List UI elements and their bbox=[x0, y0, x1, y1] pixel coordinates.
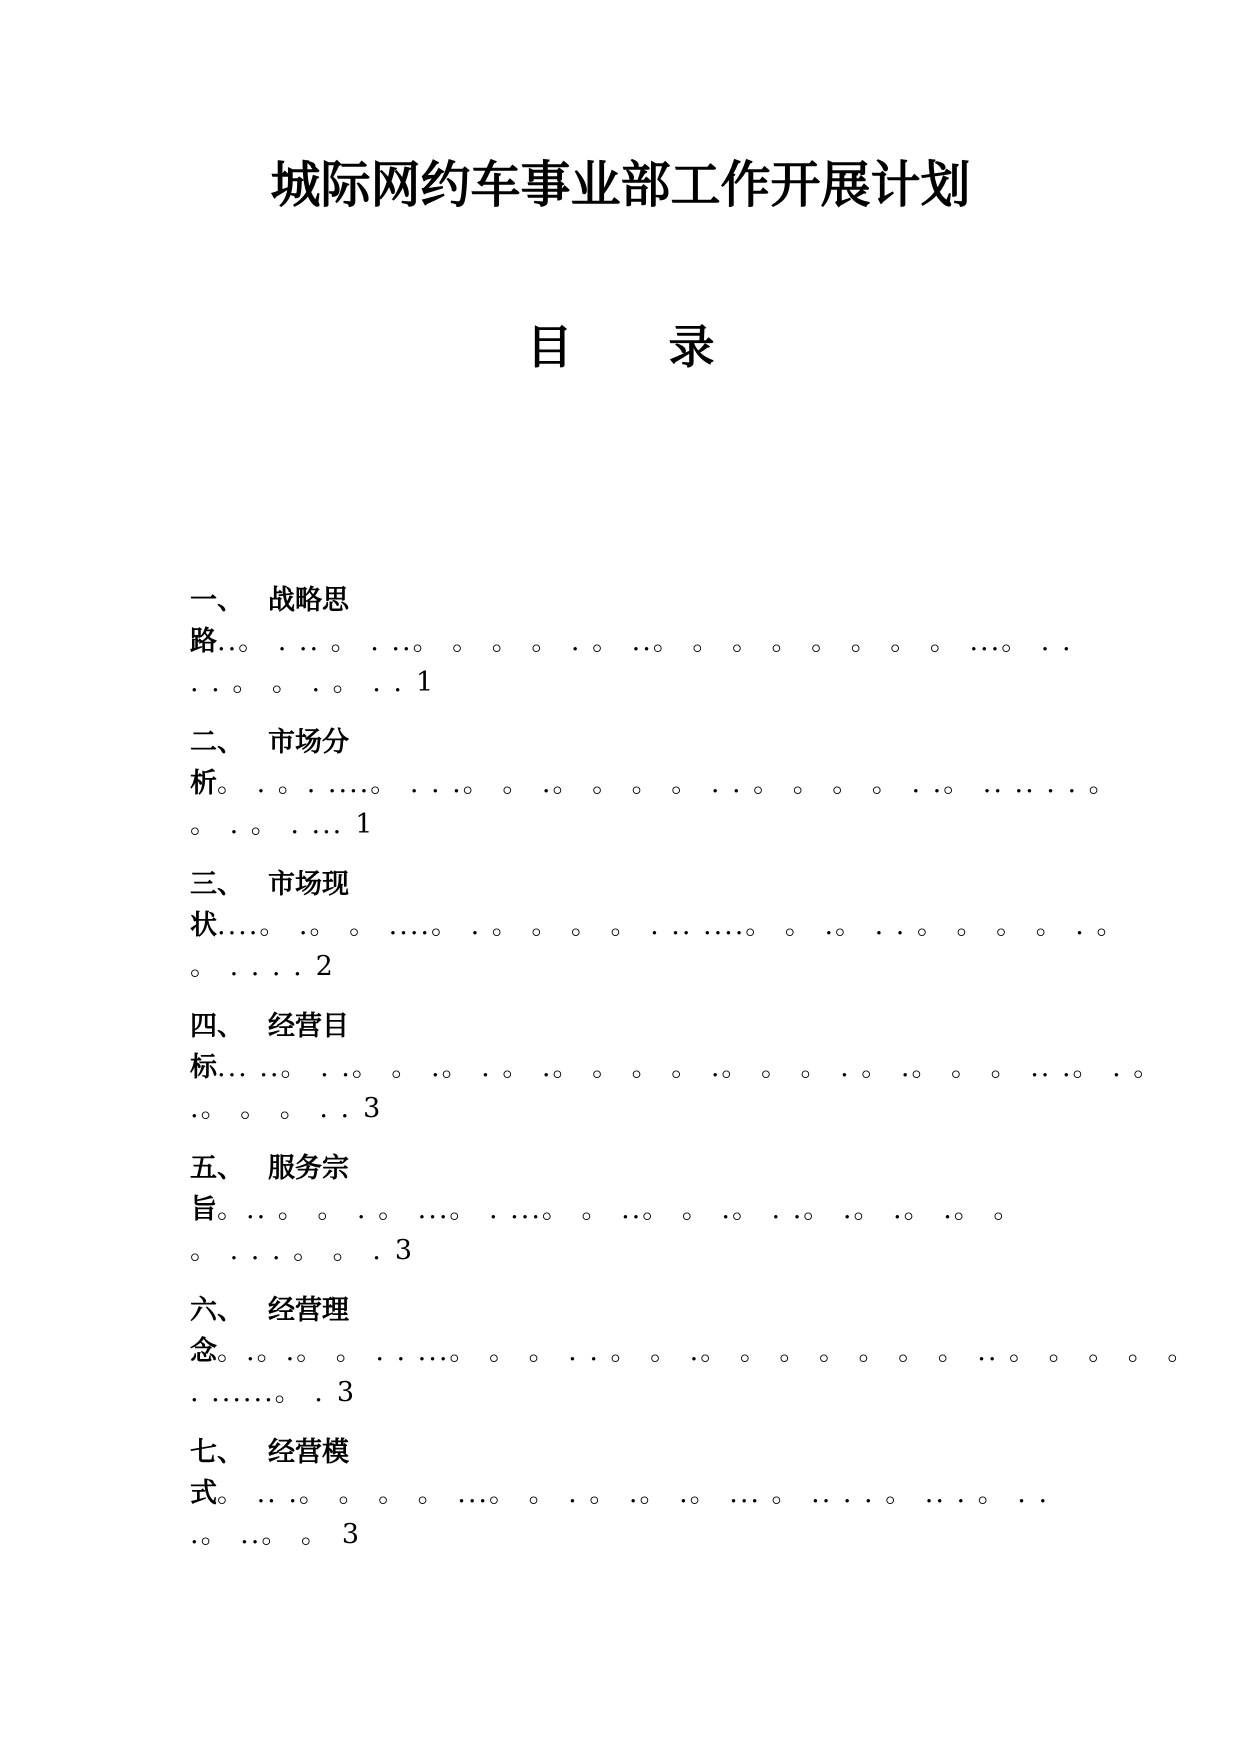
toc-page-number: 3 bbox=[394, 1235, 413, 1266]
toc-entry-number: 一、 bbox=[190, 585, 244, 616]
toc-entry-title: 市场现 bbox=[268, 869, 349, 900]
toc-dot-leader: 。.。.。 。 . . ...。 。 。 . . 。 。 .。 。 。 。 。 。 。 .. 。 。 。 。 。 bbox=[217, 1336, 1197, 1367]
document-title: 城际网约车事业部工作开展计划 bbox=[270, 156, 971, 214]
toc-entry-title: 经营模 bbox=[268, 1437, 349, 1468]
toc-dot-leader: 。 . . . . bbox=[190, 951, 304, 982]
toc-entry[interactable] bbox=[190, 580, 1073, 722]
toc-entry-number: 五、 bbox=[190, 1153, 244, 1184]
toc-entry-title-end: 旨 bbox=[190, 1194, 217, 1225]
toc-entry-title-end: 标 bbox=[190, 1052, 217, 1083]
table-of-contents bbox=[190, 580, 1197, 1574]
toc-entry[interactable] bbox=[190, 1006, 1163, 1148]
toc-page-number: 3 bbox=[341, 1519, 360, 1550]
toc-dot-leader: .。 ..。 。 bbox=[190, 1519, 330, 1550]
toc-entry-number: 七、 bbox=[190, 1437, 244, 1468]
toc-dot-leader: ... ..。 . .。 。 .。 . 。 .。 。 。 。 .。 。 。 . 。 .。 。 。 .. .。 . 。 bbox=[217, 1052, 1163, 1083]
toc-entry[interactable] bbox=[190, 864, 1126, 1006]
toc-entry[interactable] bbox=[190, 722, 1118, 864]
toc-page-number: 2 bbox=[315, 951, 333, 982]
toc-page-number: 1 bbox=[355, 809, 373, 840]
toc-dot-leader: ..。 . .. 。 . ..。 。 。 。 . 。 ..。 。 。 。 。 。 。 。 ...。 . . bbox=[217, 626, 1073, 657]
toc-entry-title: 市场分 bbox=[268, 727, 349, 758]
toc-page-number: 3 bbox=[363, 1093, 381, 1124]
toc-entry-title: 战略思 bbox=[268, 585, 349, 616]
toc-page-number: 1 bbox=[416, 667, 434, 698]
toc-dot-leader: 。 . 。. ....。 . . .。 。 .。 。 。 。 . . 。 。 。 。 . .。 .. .. . . 。 bbox=[217, 768, 1118, 799]
toc-entry-title-end: 状 bbox=[190, 910, 217, 941]
toc-entry-title: 服务宗 bbox=[268, 1153, 349, 1184]
toc-entry[interactable] bbox=[190, 1432, 1070, 1574]
toc-entry-title-end: 念 bbox=[190, 1336, 217, 1367]
toc-dot-leader: 。 . . . 。 。 . bbox=[190, 1235, 383, 1266]
toc-entry-title-end: 式 bbox=[190, 1478, 217, 1509]
toc-entry-title: 经营目 bbox=[268, 1011, 349, 1042]
toc-entry-number: 六、 bbox=[190, 1295, 244, 1326]
toc-dot-leader: .。 。 。 . . bbox=[190, 1093, 352, 1124]
toc-dot-leader: ....。 .。 。 ....。 . 。 。 。 。 . .. ....。 。 .。 . . 。 。 。 。 . 。 bbox=[217, 910, 1126, 941]
toc-entry[interactable] bbox=[190, 1290, 1197, 1432]
toc-entry-title-end: 析 bbox=[190, 768, 217, 799]
toc-page-number: 3 bbox=[336, 1377, 355, 1408]
toc-entry-number: 四、 bbox=[190, 1011, 244, 1042]
toc-dot-leader: . ......。 . bbox=[190, 1377, 325, 1408]
toc-entry-number: 二、 bbox=[190, 727, 244, 758]
toc-dot-leader: 。 . 。 . ... bbox=[190, 809, 344, 840]
toc-dot-leader: . . 。 。 . 。 . . bbox=[190, 667, 404, 698]
toc-entry-title: 经营理 bbox=[268, 1295, 349, 1326]
toc-entry-title-end: 路 bbox=[190, 626, 217, 657]
toc-dot-leader: 。 .. .。 。 。 。 ...。 。 . 。 .。 .。 ... 。 .. . . 。 .. . 。 . . bbox=[217, 1478, 1050, 1509]
toc-heading: 目 录 bbox=[526, 320, 755, 374]
toc-entry[interactable] bbox=[190, 1148, 1070, 1290]
toc-entry-number: 三、 bbox=[190, 869, 244, 900]
toc-dot-leader: 。.. 。 。 . 。 ...。 . ...。 。 ..。 。 .。 . .。 .。 .。 .。 。 bbox=[217, 1194, 1023, 1225]
